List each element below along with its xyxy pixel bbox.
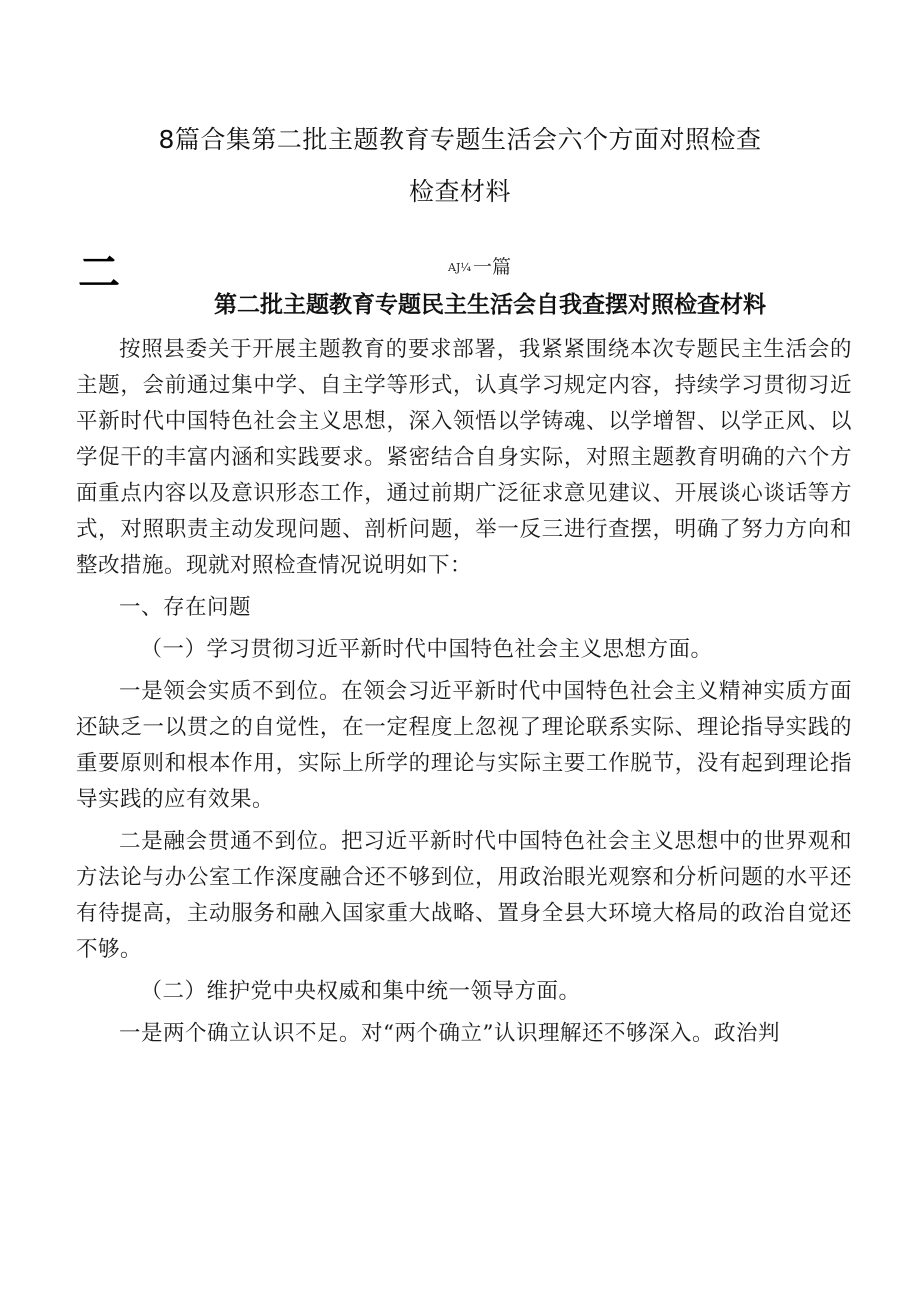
section-subtitle: 第二批主题教育专题民主生活会自我查摆对照检查材料: [214, 292, 766, 318]
heading-subsection-1: （一）学习贯彻习近平新时代中国特色社会主义思想方面。: [140, 637, 713, 662]
document-title-line-2: 检查材料: [408, 177, 511, 206]
body-text: [76, 332, 852, 1052]
paragraph-point-1: 一是领会实质不到位。在领会习近平新时代中国特色社会主义精神实质方面还缺乏一以贯之的自觉性，在一定程度上忽视了理论联系实际、理论指导实践的重要原则和根本作用，实际上所学的理论与实际主要工作脱节，没有起到理论指导实践的应有效果。: [76, 679, 852, 812]
section-label: [448, 252, 511, 279]
section-label-text: 一篇: [473, 256, 512, 278]
section-label-prefix: AJ¼: [448, 261, 472, 274]
heading-problems: 一、存在问题: [119, 595, 252, 620]
document-title-line-1: 8篇合集第二批主题教育专题生活会六个方面对照检查: [158, 125, 762, 154]
large-numeral-mark: 二: [78, 248, 121, 297]
paragraph-point-2: 二是融会贯通不到位。把习近平新时代中国特色社会主义思想中的世界观和方法论与办公室工作深度融合还不够到位，用政治眼光观察和分析问题的水平还有待提高，主动服务和融入国家重大战略、置身全县大环境大格局的政治自觉还不够。: [76, 829, 852, 962]
heading-subsection-2: （二）维护党中央权威和集中统一领导方面。: [140, 979, 581, 1004]
paragraph-intro: 按照县委关于开展主题教育的要求部署，我紧紧围绕本次专题民主生活会的主题，会前通过集中学、自主学等形式，认真学习规定内容，持续学习贯彻习近平新时代中国特色社会主义思想，深入领悟以学铸魂、以学增智、以学正风、以学促干的丰富内涵和实践要求。紧密结合自身实际，对照主题教育明确的六个方面重点内容以及意识形态工作，通过前期广泛征求意见建议、开展谈心谈话等方式，对照职责主动发现问题、剖析问题，举一反三进行查摆，明确了努力方向和整改措施。现就对照检查情况说明如下：: [76, 337, 852, 578]
paragraph-point-3: 一是两个确立认识不足。对“两个确立”认识理解还不够深入。政治判: [119, 1021, 780, 1046]
